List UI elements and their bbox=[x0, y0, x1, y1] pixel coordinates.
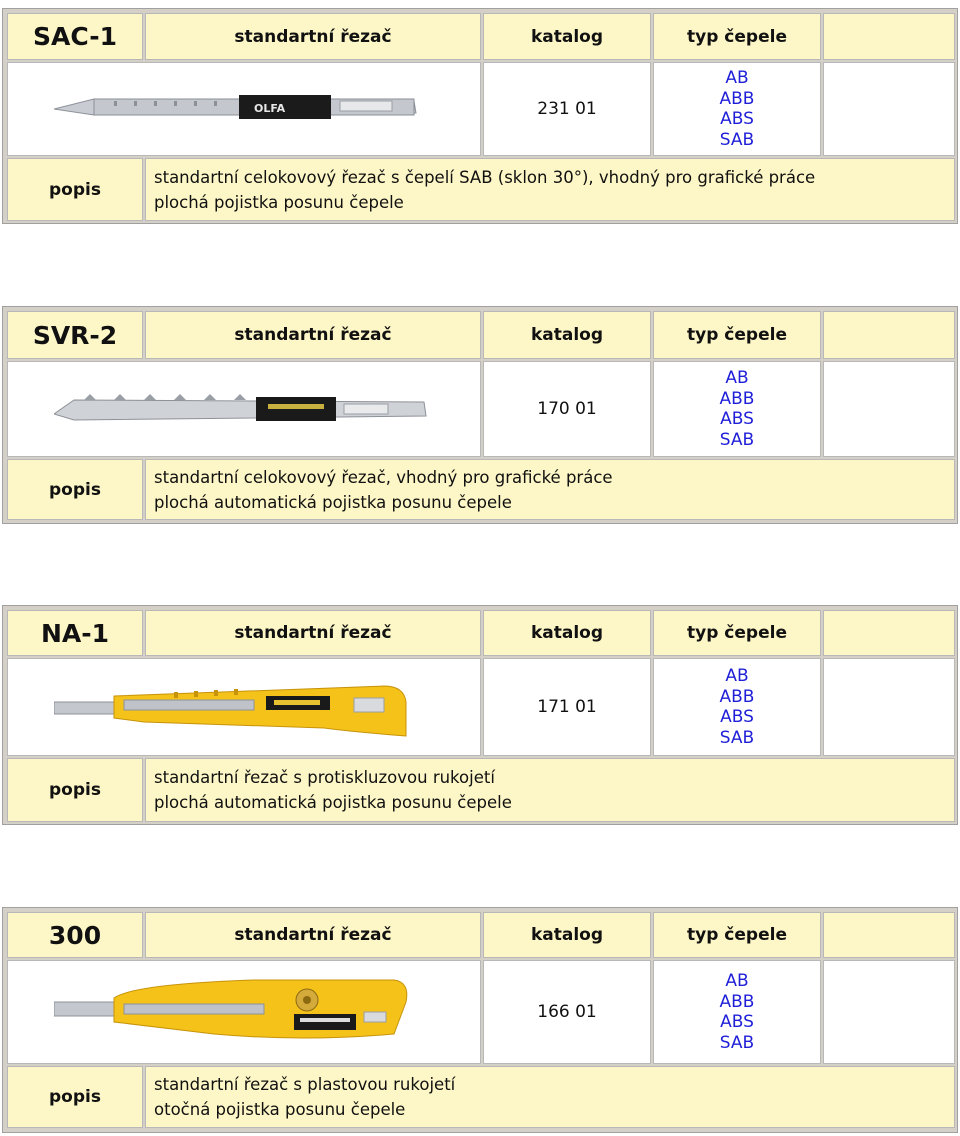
description-line-2: plochá automatická pojistka posunu čepele bbox=[154, 793, 512, 812]
blade-link-abs[interactable]: ABS bbox=[720, 1012, 754, 1032]
blade-links bbox=[653, 658, 821, 756]
description-line-1: standartní celokovový řezač, vhodný pro grafické práce bbox=[154, 467, 613, 487]
catalog-header: katalog bbox=[483, 912, 651, 958]
popis-label: popis bbox=[7, 459, 143, 520]
blade-links bbox=[653, 62, 821, 156]
type-header: standartní řezač bbox=[145, 311, 481, 359]
catalog-number: 166 01 bbox=[483, 960, 651, 1064]
description-line-2: plochá automatická pojistka posunu čepele bbox=[154, 492, 512, 512]
blade-link-abb[interactable]: ABB bbox=[719, 88, 755, 109]
product-description bbox=[145, 459, 955, 520]
empty-header-cell bbox=[823, 13, 955, 60]
empty-cell bbox=[823, 960, 955, 1064]
blade-links bbox=[653, 361, 821, 457]
blade-link-abb[interactable]: ABB bbox=[719, 388, 755, 409]
catalog-number: 170 01 bbox=[483, 361, 651, 457]
product-image-na1 bbox=[7, 658, 481, 756]
catalog-header: katalog bbox=[483, 13, 651, 60]
type-header: standartní řezač bbox=[145, 13, 481, 60]
popis-label: popis bbox=[7, 158, 143, 221]
empty-cell bbox=[823, 62, 955, 156]
product-code: 300 bbox=[7, 912, 143, 958]
blade-link-abs[interactable]: ABS bbox=[720, 707, 754, 727]
product-table-sac1 bbox=[2, 8, 958, 224]
product-description bbox=[145, 1066, 955, 1128]
blade-type-header: typ čepele bbox=[653, 13, 821, 60]
cutter-image bbox=[54, 672, 434, 742]
cutter-image bbox=[54, 384, 434, 434]
empty-cell bbox=[823, 361, 955, 457]
blade-link-ab[interactable]: AB bbox=[725, 971, 749, 991]
blade-link-sab[interactable]: SAB bbox=[719, 727, 755, 748]
product-description bbox=[145, 158, 955, 221]
product-code: SVR-2 bbox=[7, 311, 143, 359]
blade-link-sab[interactable]: SAB bbox=[719, 1032, 755, 1053]
description-line-1: standartní řezač s plastovou rukojetí bbox=[154, 1075, 456, 1094]
catalog-header: katalog bbox=[483, 610, 651, 656]
blade-link-sab[interactable]: SAB bbox=[719, 129, 755, 150]
product-table-300 bbox=[2, 907, 958, 1133]
description-line-2: otočná pojistka posunu čepele bbox=[154, 1100, 406, 1119]
empty-header-cell bbox=[823, 610, 955, 656]
product-image-sac1 bbox=[7, 62, 481, 156]
description-line-1: standartní celokovový řezač s čepelí SAB (sklon 30°), vhodný pro grafické práce bbox=[154, 167, 816, 187]
blade-link-sab[interactable]: SAB bbox=[719, 429, 755, 450]
catalog-number: 231 01 bbox=[483, 62, 651, 156]
blade-link-abb[interactable]: ABB bbox=[719, 686, 755, 707]
blade-type-header: typ čepele bbox=[653, 311, 821, 359]
catalog-header: katalog bbox=[483, 311, 651, 359]
product-image-300 bbox=[7, 960, 481, 1064]
blade-type-header: typ čepele bbox=[653, 912, 821, 958]
blade-links bbox=[653, 960, 821, 1064]
description-line-1: standartní řezač s protiskluzovou rukojetí bbox=[154, 768, 495, 787]
product-code: SAC-1 bbox=[7, 13, 143, 60]
cutter-image bbox=[54, 79, 434, 139]
product-image-svr2 bbox=[7, 361, 481, 457]
blade-link-ab[interactable]: AB bbox=[725, 368, 749, 388]
popis-label: popis bbox=[7, 758, 143, 822]
type-header: standartní řezač bbox=[145, 912, 481, 958]
product-description bbox=[145, 758, 955, 822]
blade-link-ab[interactable]: AB bbox=[725, 68, 749, 88]
catalog-number: 171 01 bbox=[483, 658, 651, 756]
empty-header-cell bbox=[823, 311, 955, 359]
blade-link-abs[interactable]: ABS bbox=[720, 409, 754, 429]
product-code: NA-1 bbox=[7, 610, 143, 656]
blade-link-abb[interactable]: ABB bbox=[719, 991, 755, 1012]
blade-type-header: typ čepele bbox=[653, 610, 821, 656]
empty-cell bbox=[823, 658, 955, 756]
blade-link-abs[interactable]: ABS bbox=[720, 109, 754, 129]
description-line-2: plochá pojistka posunu čepele bbox=[154, 192, 404, 212]
product-table-svr2 bbox=[2, 306, 958, 524]
type-header: standartní řezač bbox=[145, 610, 481, 656]
product-table-na1 bbox=[2, 605, 958, 825]
cutter-image bbox=[54, 972, 434, 1052]
blade-link-ab[interactable]: AB bbox=[725, 666, 749, 686]
popis-label: popis bbox=[7, 1066, 143, 1128]
empty-header-cell bbox=[823, 912, 955, 958]
olfa-logo: OLFA bbox=[254, 102, 286, 115]
